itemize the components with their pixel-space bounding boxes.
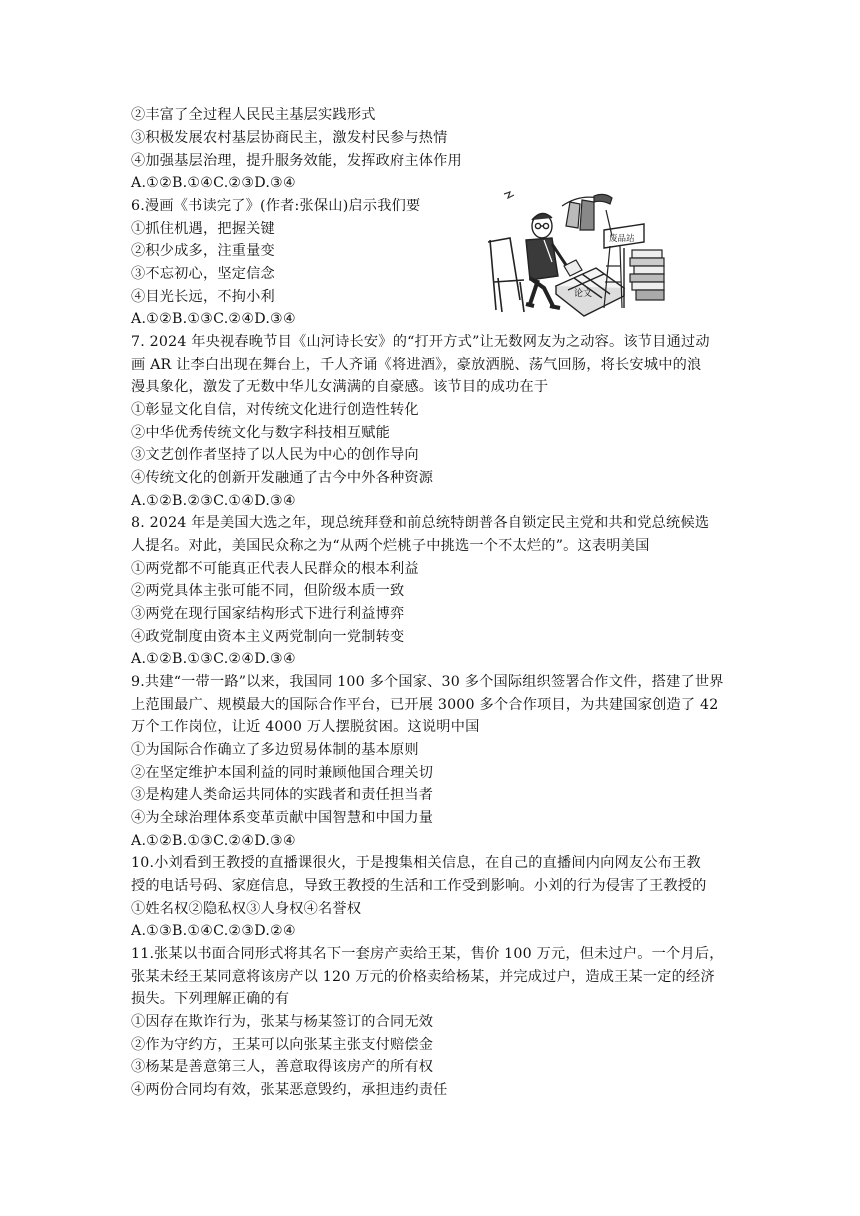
question-6-stem: 6.漫画《书读完了》(作者:张保山)启示我们要	[131, 198, 421, 214]
question-8-stem: 8. 2024 年是美国大选之年，现总统拜登和前总统特朗普各自锁定民主党和共和党总统候选	[131, 515, 710, 531]
answer-choices: A.①②B.①④C.②③D.③④	[131, 175, 296, 191]
question-11-stem: 张某未经王某同意将该房产以 120 万元的价格卖给杨某，并完成过户，造成王某一定的经济	[131, 969, 715, 985]
option-line: ③是构建人类命运共同体的实践者和责任担当者	[131, 787, 434, 803]
question-7-stem: 漫具象化，激发了无数中华儿女满满的自豪感。该节目的成功在于	[131, 379, 549, 395]
book-stack	[630, 250, 664, 300]
option-line: ①抓住机遇，把握关键	[131, 221, 275, 237]
book-in-hand	[564, 260, 582, 276]
option-line: ②丰富了全过程人民民主基层实践形式	[131, 107, 376, 123]
option-line: ②积少成多，注重量变	[131, 243, 275, 259]
question-11-stem: 11.张某以书面合同形式将其名下一套房产卖给王某，售价 100 万元，但未过户。一个月后，	[131, 946, 724, 962]
answer-choices: A.①②B.①③C.②④D.③④	[131, 651, 296, 667]
question-8-stem: 人提名。对此，美国民众称之为“从两个烂桃子中挑选一个不太烂的”。这表明美国	[131, 538, 650, 554]
option-line: ④目光长远，不拘小利	[131, 289, 275, 305]
option-line: ①因存在欺诈行为，张某与杨某签订的合同无效	[131, 1014, 434, 1030]
option-line: ③杨某是善意第三人，善意取得该房产的所有权	[131, 1059, 434, 1075]
question-10-stem: 10.小刘看到王教授的直播课很火，于是搜集相关信息，在自己的直播间内向网友公布王教	[131, 855, 701, 871]
option-line: ②作为守约方，王某可以向张某主张支付赔偿金	[131, 1037, 434, 1053]
option-line: ①为国际合作确立了多边贸易体制的基本原则	[131, 742, 419, 758]
question-10-stem: 授的电话号码、家庭信息，导致王教授的生活和工作受到影响。小刘的行为侵害了王教授的	[131, 878, 707, 894]
option-line: ③不忘初心，坚定信念	[131, 266, 275, 282]
answer-choices: A.①②B.①③C.②④D.③④	[131, 311, 296, 327]
answer-choices: A.①②B.①③C.②④D.③④	[131, 833, 296, 849]
question-9-stem: 9.共建“一带一路”以来，我国同 100 多个国家、30 多个国际组织签署合作文件，搭建了世界	[131, 674, 724, 690]
option-line: ④为全球治理体系变革贡献中国智慧和中国力量	[131, 810, 434, 826]
option-line: ①两党都不可能真正代表人民群众的根本利益	[131, 561, 419, 577]
chair	[488, 238, 524, 312]
option-line: ④政党制度由资本主义两党制向一党制转变	[131, 629, 405, 645]
question-11-stem: 损失。下列理解正确的有	[131, 991, 290, 1007]
question-7-stem: 画 AR 让李白出现在舞台上，千人齐诵《将进酒》，豪放洒脱、荡气回肠，将长安城中的浪	[131, 357, 702, 373]
cartoon-illustration	[486, 186, 670, 318]
scrap-sign-text: 废品站	[609, 233, 635, 243]
option-line: ④加强基层治理，提升服务效能，发挥政府主体作用	[131, 153, 462, 169]
option-line: ④传统文化的创新开发融通了古今中外各种资源	[131, 470, 434, 486]
question-9-stem: 上范围最广、规模最大的国际合作平台，已开展 3000 多个合作项目，为共建国家创造了 42	[131, 697, 719, 713]
option-line: ①姓名权②隐私权③人身权④名誉权	[131, 901, 362, 917]
option-line: ①彰显文化自信，对传统文化进行创造性转化	[131, 402, 419, 418]
answer-choices: A.①②B.②③C.①④D.③④	[131, 493, 296, 509]
option-line: ②中华优秀传统文化与数字科技相互赋能	[131, 425, 390, 441]
option-line: ③文艺创作者坚持了以人民为中心的创作导向	[131, 447, 419, 463]
option-line: ②在坚定维护本国利益的同时兼顾他国合理关切	[131, 765, 434, 781]
question-7-stem: 7. 2024 年央视春晚节目《山河诗长安》的“打开方式”让无数网友为之动容。该节目通过动	[131, 334, 710, 350]
answer-choices: A.①③B.①④C.②③D.②④	[131, 923, 296, 939]
option-line: ②两党具体主张可能不同，但阶级本质一致	[131, 583, 405, 599]
paper-label: 论文	[574, 288, 593, 298]
option-line: ③两党在现行国家结构形式下进行利益博弈	[131, 606, 405, 622]
question-9-stem: 万个工作岗位，让近 4000 万人摆脱贫困。这说明中国	[131, 719, 480, 735]
option-line: ④两份合同均有效，张某恶意毁约，承担违约责任	[131, 1082, 448, 1098]
option-line: ③积极发展农村基层协商民主，激发村民参与热情	[131, 130, 448, 146]
